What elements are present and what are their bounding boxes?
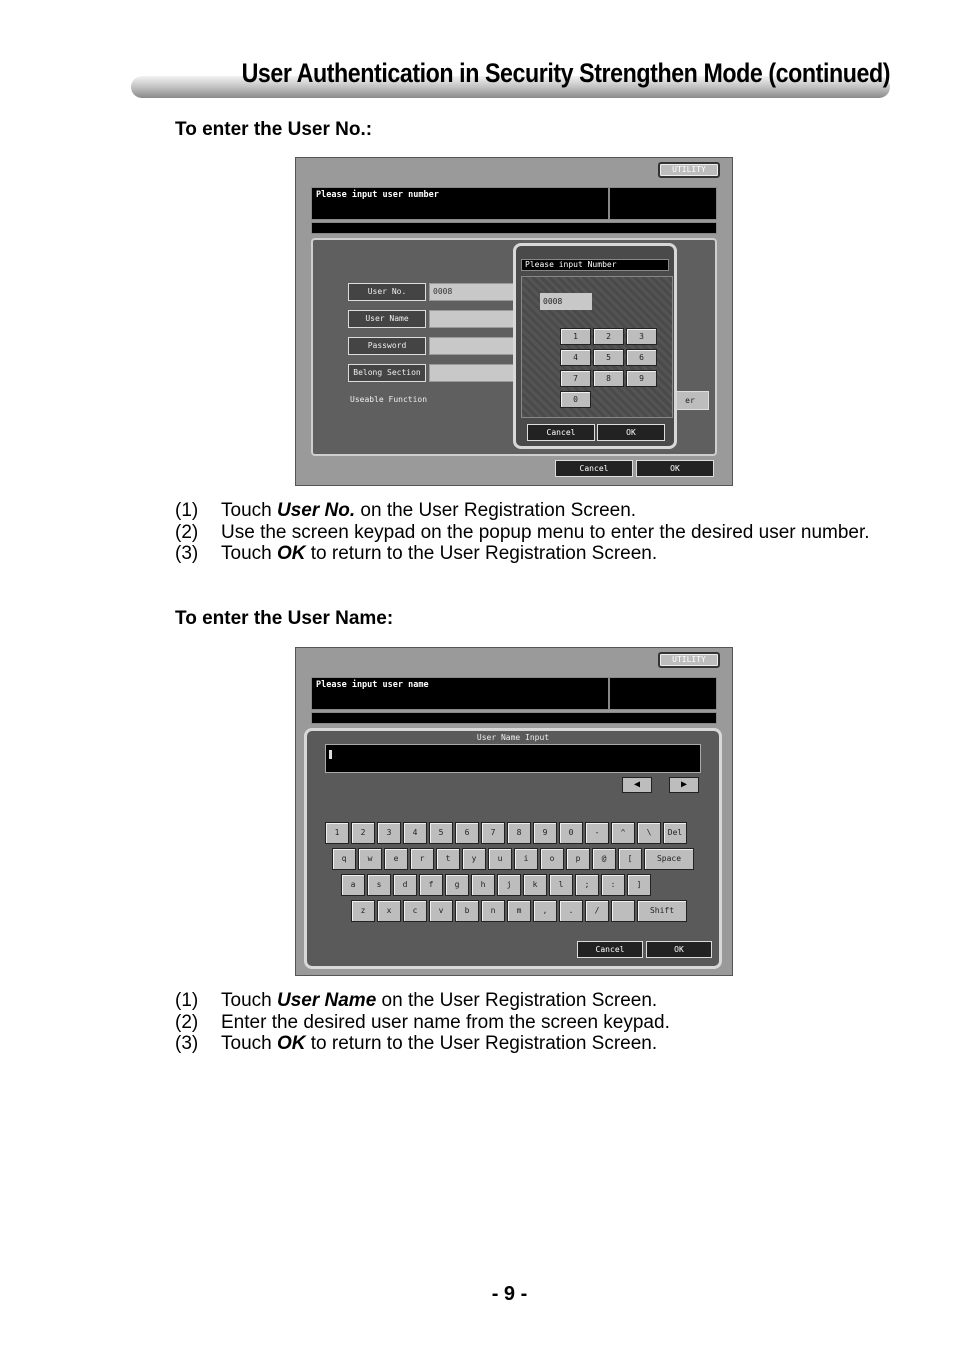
utility-button: UTILITY xyxy=(658,652,720,668)
keyboard-key: ^ xyxy=(611,822,635,844)
keyboard-key: b xyxy=(455,900,479,922)
step-text: Touch xyxy=(221,543,277,564)
step-number: (3) xyxy=(175,1033,199,1054)
user-name-screenshot xyxy=(295,647,733,976)
step-bold: User No. xyxy=(276,500,356,521)
key-5: 5 xyxy=(593,349,624,366)
step-bold: User Name xyxy=(276,990,377,1011)
step-number: (1) xyxy=(175,990,199,1011)
step-text: Touch xyxy=(221,990,277,1011)
user-no-screenshot xyxy=(295,157,733,486)
list-item xyxy=(175,500,889,522)
keyboard-key: h xyxy=(471,874,495,896)
keyboard-key: j xyxy=(497,874,521,896)
step-text: Enter the desired user name from the screen keypad. xyxy=(221,1011,670,1033)
keypad-area xyxy=(521,276,673,418)
message-area-right xyxy=(609,187,717,220)
keyboard-key: y xyxy=(462,848,486,870)
keyboard-key: e xyxy=(384,848,408,870)
cancel-button: Cancel xyxy=(577,941,643,958)
cancel-button: Cancel xyxy=(555,460,633,477)
popup-ok-button: OK xyxy=(597,424,665,441)
message-strip xyxy=(311,712,717,724)
keyboard-key: \ xyxy=(637,822,661,844)
keyboard-key: a xyxy=(341,874,365,896)
message-area: Please input user name xyxy=(311,677,609,710)
text-cursor xyxy=(329,750,332,759)
list-item xyxy=(175,990,889,1012)
keyboard-key: o xyxy=(540,848,564,870)
keyboard-key: f xyxy=(419,874,443,896)
message-area-right xyxy=(609,677,717,710)
number-popup xyxy=(513,243,677,449)
keyboard-key xyxy=(611,900,635,922)
keyboard-key: [ xyxy=(618,848,642,870)
keyboard-key: @ xyxy=(592,848,616,870)
keyboard-key: v xyxy=(429,900,453,922)
keyboard-key: 9 xyxy=(533,822,557,844)
keyboard-key: k xyxy=(523,874,547,896)
section-heading-user-name: To enter the User Name: xyxy=(175,608,394,629)
keyboard-key: 4 xyxy=(403,822,427,844)
message-strip xyxy=(311,222,717,234)
step-text: on the User Registration Screen. xyxy=(355,500,637,521)
section-heading-user-no: To enter the User No.: xyxy=(175,119,373,140)
belong-section-button: Belong Section xyxy=(348,364,426,382)
keyboard-key: r xyxy=(410,848,434,870)
keyboard-key: m xyxy=(507,900,531,922)
key-6: 6 xyxy=(626,349,657,366)
input-title: User Name Input xyxy=(476,733,550,742)
key-0: 0 xyxy=(560,391,591,408)
keyboard-key: i xyxy=(514,848,538,870)
step-text: Touch xyxy=(221,1033,277,1054)
keyboard-key: z xyxy=(351,900,375,922)
keyboard-key: x xyxy=(377,900,401,922)
key-2: 2 xyxy=(593,328,624,345)
popup-cancel-button: Cancel xyxy=(527,424,595,441)
keyboard-key: c xyxy=(403,900,427,922)
keyboard-key: - xyxy=(585,822,609,844)
steps-user-name xyxy=(175,990,889,1055)
key-9: 9 xyxy=(626,370,657,387)
keyboard-key: u xyxy=(488,848,512,870)
password-field xyxy=(429,337,519,355)
keyboard-key: / xyxy=(585,900,609,922)
ok-button: OK xyxy=(646,941,712,958)
keyboard-key: , xyxy=(533,900,557,922)
key-8: 8 xyxy=(593,370,624,387)
keyboard-key: t xyxy=(436,848,460,870)
keyboard-key: Space xyxy=(644,848,694,870)
page-number: - 9 - xyxy=(491,1283,528,1305)
ok-button: OK xyxy=(636,460,714,477)
step-text: on the User Registration Screen. xyxy=(376,990,658,1011)
popup-title: Please input Number xyxy=(521,259,669,271)
list-item xyxy=(175,1012,889,1034)
keyboard-key: s xyxy=(367,874,391,896)
name-input-field xyxy=(325,744,701,773)
keyboard-key: 2 xyxy=(351,822,375,844)
keyboard-key: w xyxy=(358,848,382,870)
step-text: to return to the User Registration Screen. xyxy=(305,1033,658,1054)
keyboard-key: 5 xyxy=(429,822,453,844)
message-area: Please input user number xyxy=(311,187,609,220)
step-text: Use the screen keypad on the popup menu to enter the desired user number. xyxy=(221,521,870,543)
key-7: 7 xyxy=(560,370,591,387)
step-bold: OK xyxy=(276,1033,306,1054)
step-text: Touch xyxy=(221,500,277,521)
keyboard-key: 8 xyxy=(507,822,531,844)
keyboard-key: d xyxy=(393,874,417,896)
keyboard-key: 7 xyxy=(481,822,505,844)
right-arrow-key: ▶ xyxy=(669,777,699,793)
keyboard-key: : xyxy=(601,874,625,896)
keyboard-key: Shift xyxy=(637,900,687,922)
steps-user-no xyxy=(175,500,889,565)
keyboard-key: g xyxy=(445,874,469,896)
utility-button: UTILITY xyxy=(658,162,720,178)
left-arrow-key: ◀ xyxy=(622,777,652,793)
keyboard-key: ] xyxy=(627,874,651,896)
user-name-input-popup xyxy=(304,728,722,969)
key-4: 4 xyxy=(560,349,591,366)
keyboard-key: q xyxy=(332,848,356,870)
step-bold: OK xyxy=(276,543,306,564)
step-number: (1) xyxy=(175,500,199,521)
list-item xyxy=(175,522,889,544)
keyboard-key: l xyxy=(549,874,573,896)
password-button: Password xyxy=(348,337,426,355)
user-name-button: User Name xyxy=(348,310,426,328)
keyboard-key: . xyxy=(559,900,583,922)
list-item xyxy=(175,1033,889,1055)
keyboard-key: ; xyxy=(575,874,599,896)
useable-function-label: Useable Function xyxy=(350,395,428,404)
step-number: (2) xyxy=(175,521,199,543)
user-no-button: User No. xyxy=(348,283,426,301)
keyboard-key: n xyxy=(481,900,505,922)
keyboard-key: Del xyxy=(663,822,687,844)
step-number: (2) xyxy=(175,1011,199,1033)
step-number: (3) xyxy=(175,543,199,564)
keyboard-key: 6 xyxy=(455,822,479,844)
page-title: User Authentication in Security Strengthen Mode (continued) xyxy=(241,58,890,88)
number-display: 0008 xyxy=(540,293,592,310)
partial-button: er xyxy=(671,391,709,410)
list-item xyxy=(175,543,889,565)
keyboard-key: p xyxy=(566,848,590,870)
belong-section-field xyxy=(429,364,519,382)
key-3: 3 xyxy=(626,328,657,345)
keyboard-key: 1 xyxy=(325,822,349,844)
keyboard-key: 0 xyxy=(559,822,583,844)
user-no-field: 0008 xyxy=(429,283,519,301)
key-1: 1 xyxy=(560,328,591,345)
user-name-field xyxy=(429,310,519,328)
step-text: to return to the User Registration Screen. xyxy=(305,543,658,564)
keyboard-key: 3 xyxy=(377,822,401,844)
